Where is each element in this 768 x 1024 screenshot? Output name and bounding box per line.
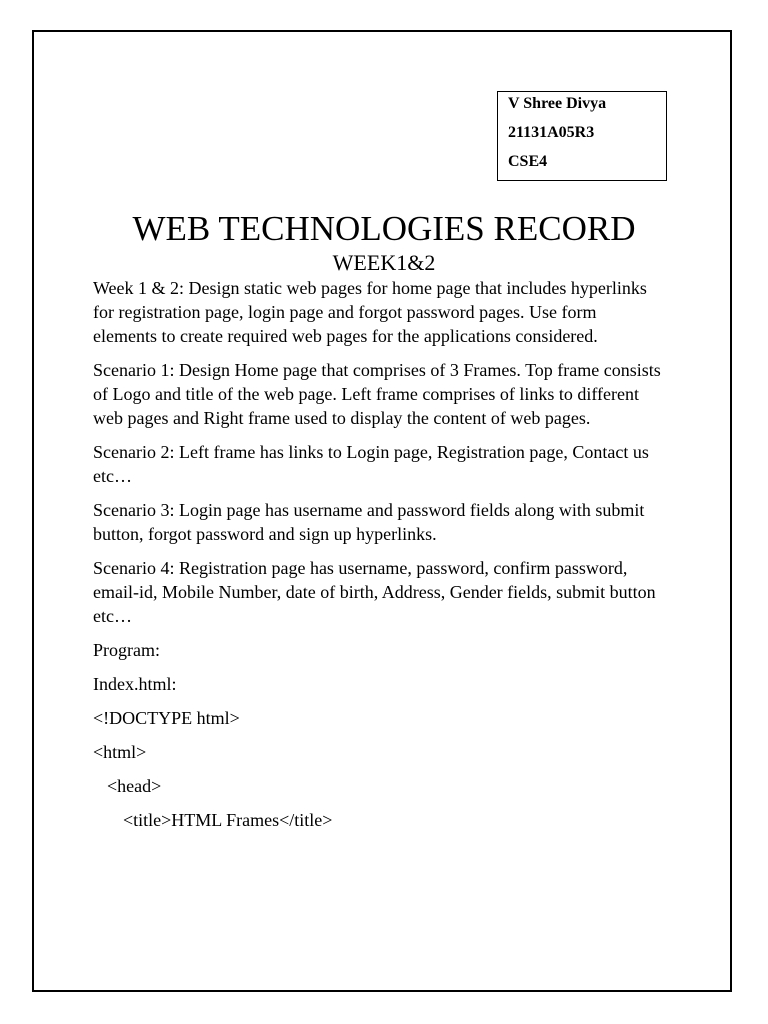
program-label: Program: [93, 640, 160, 660]
document-body [93, 276, 663, 842]
scenario-4-paragraph: Scenario 4: Registration page has username, password, confirm password, email-id, Mobile Number, date of birth, Address, Gender fields, submit button etc… [93, 558, 656, 626]
file-name-label: Index.html: [93, 674, 177, 694]
student-section: CSE4 [508, 153, 548, 170]
student-name: V Shree Divya [508, 95, 607, 112]
code-line-title: <title>HTML Frames</title> [123, 810, 333, 830]
code-line-doctype: <!DOCTYPE html> [93, 708, 240, 728]
document-title: WEB TECHNOLOGIES RECORD [132, 209, 636, 248]
scenario-3-paragraph: Scenario 3: Login page has username and password fields along with submit button, forgot password and sign up hyperlinks. [93, 500, 645, 544]
intro-paragraph: Week 1 & 2: Design static web pages for home page that includes hyperlinks for registration page, login page and forgot password pages. Use form elements to create required web pages for the applications considered. [93, 278, 647, 346]
scenario-1-paragraph: Scenario 1: Design Home page that comprises of 3 Frames. Top frame consists of Logo and title of the web page. Left frame comprises of links to different web pages and Right frame used to display the content of web pages. [93, 360, 661, 428]
code-line-html: <html> [93, 742, 147, 762]
document-subtitle: WEEK1&2 [332, 250, 436, 275]
scenario-2-paragraph: Scenario 2: Left frame has links to Login page, Registration page, Contact us etc… [93, 442, 649, 486]
student-info-box [497, 91, 667, 181]
student-roll-number: 21131A05R3 [508, 124, 595, 141]
code-line-head: <head> [107, 776, 162, 796]
